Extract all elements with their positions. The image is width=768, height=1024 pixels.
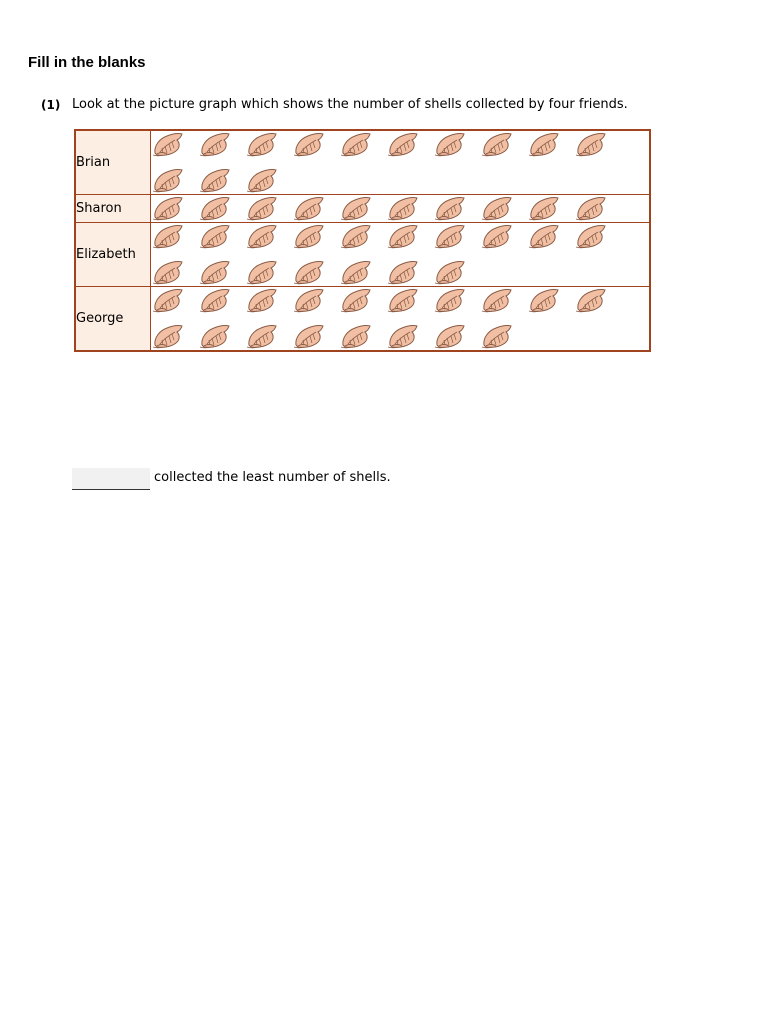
picture-graph xyxy=(74,129,651,352)
shell-icon xyxy=(433,259,480,286)
shell-icon xyxy=(480,287,527,314)
shell-grid xyxy=(151,287,621,350)
shell-icon xyxy=(198,195,245,222)
shell-icon xyxy=(151,287,198,314)
shell-icon xyxy=(245,167,292,194)
answer-blank-input[interactable] xyxy=(72,468,150,490)
graph-row-brian xyxy=(75,130,650,195)
shell-icon xyxy=(151,223,198,250)
shell-icon xyxy=(386,195,433,222)
shell-icon xyxy=(198,167,245,194)
row-name: Elizabeth xyxy=(75,223,151,287)
shell-icon xyxy=(574,287,621,314)
shell-icon xyxy=(151,167,198,194)
question-number: (1) xyxy=(41,98,61,112)
shell-icon xyxy=(386,223,433,250)
shell-icon xyxy=(151,195,198,222)
shell-grid xyxy=(151,195,621,222)
shell-icon xyxy=(292,131,339,158)
shell-icon xyxy=(480,195,527,222)
answer-row xyxy=(72,468,391,490)
shell-icon xyxy=(574,223,621,250)
shell-icon xyxy=(151,259,198,286)
answer-text: collected the least number of shells. xyxy=(154,470,391,485)
shell-icon xyxy=(480,323,527,350)
shell-icon xyxy=(433,195,480,222)
shell-icon xyxy=(198,131,245,158)
shell-icon xyxy=(433,223,480,250)
shell-icon xyxy=(245,259,292,286)
shells-cell xyxy=(151,223,651,287)
row-name: Sharon xyxy=(75,195,151,223)
shell-icon xyxy=(386,131,433,158)
shell-icon xyxy=(339,259,386,286)
shell-icon xyxy=(151,323,198,350)
shell-icon xyxy=(386,287,433,314)
shell-icon xyxy=(339,131,386,158)
shell-grid xyxy=(151,131,621,194)
shell-grid xyxy=(151,223,621,286)
section-title: Fill in the blanks xyxy=(28,54,146,71)
graph-row-george xyxy=(75,287,650,352)
shell-icon xyxy=(245,195,292,222)
shell-icon xyxy=(527,195,574,222)
shell-icon xyxy=(292,259,339,286)
shell-icon xyxy=(339,223,386,250)
shell-icon xyxy=(245,323,292,350)
shell-icon xyxy=(292,223,339,250)
shell-icon xyxy=(245,287,292,314)
shell-icon xyxy=(339,195,386,222)
shell-icon xyxy=(433,287,480,314)
shell-icon xyxy=(339,287,386,314)
shells-cell xyxy=(151,130,651,195)
shell-icon xyxy=(433,131,480,158)
shell-icon xyxy=(480,131,527,158)
row-name: Brian xyxy=(75,130,151,195)
shell-icon xyxy=(198,259,245,286)
shell-icon xyxy=(198,223,245,250)
shell-icon xyxy=(527,131,574,158)
graph-row-sharon xyxy=(75,195,650,223)
shell-icon xyxy=(574,195,621,222)
shell-icon xyxy=(292,287,339,314)
row-name: George xyxy=(75,287,151,352)
shell-icon xyxy=(574,131,621,158)
shell-icon xyxy=(151,131,198,158)
shell-icon xyxy=(527,287,574,314)
graph-row-elizabeth xyxy=(75,223,650,287)
shell-icon xyxy=(292,195,339,222)
shell-icon xyxy=(292,323,339,350)
shell-icon xyxy=(480,223,527,250)
shell-icon xyxy=(386,259,433,286)
shell-icon xyxy=(198,287,245,314)
question-text: Look at the picture graph which shows the number of shells collected by four friends. xyxy=(72,97,628,112)
shell-icon xyxy=(198,323,245,350)
shell-icon xyxy=(245,223,292,250)
shell-icon xyxy=(245,131,292,158)
shell-icon xyxy=(433,323,480,350)
shells-cell xyxy=(151,195,651,223)
shells-cell xyxy=(151,287,651,352)
shell-icon xyxy=(527,223,574,250)
shell-icon xyxy=(339,323,386,350)
shell-icon xyxy=(386,323,433,350)
